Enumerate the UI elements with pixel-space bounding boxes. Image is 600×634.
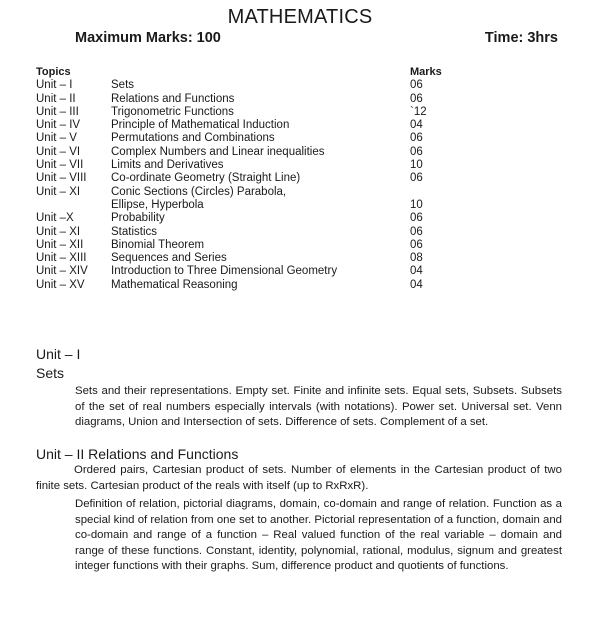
table-row (36, 186, 576, 199)
unit1-heading: Unit – I (36, 346, 81, 362)
marks-cell: 04 (410, 119, 423, 132)
table-row (36, 279, 576, 292)
marks-cell: 06 (410, 79, 423, 92)
unit2-heading: Unit – II Relations and Functions (36, 446, 239, 462)
topic-cell: Mathematical Reasoning (111, 278, 238, 291)
unit-cell: Unit – XIII (36, 252, 87, 265)
unit1-description: Sets and their representations. Empty set. Finite and infinite sets. Equal sets, Subsets. Subsets of the set of real numbers especially intervals (with notations). Power set. Universal set. Venn diagrams, Union and Intersection of sets. Difference of sets. Complement of a set. (75, 385, 562, 429)
marks-cell: 08 (410, 252, 423, 265)
table-row (36, 239, 576, 252)
topic-cell: Sets (111, 79, 135, 92)
marks-cell: 04 (410, 278, 423, 291)
marks-cell: 06 (410, 212, 423, 225)
topic-cell: Binomial Theorem (111, 238, 205, 251)
topic-cell: Probability (111, 212, 165, 225)
marks-cell: 06 (410, 172, 423, 185)
marks-cell: 10 (410, 198, 423, 211)
unit-cell: Unit – XI (36, 225, 81, 238)
maximum-marks: Maximum Marks: 100 (75, 30, 221, 46)
unit1-subheading: Sets (36, 365, 65, 381)
marks-cell: 06 (410, 132, 423, 145)
unit-cell: Unit – VIII (36, 172, 87, 185)
unit2-description-2: Definition of relation, pictorial diagrams, domain, co-domain and range of relation. Function as a special kind of relation from one set to another. Pictorial representation of a function, domain and co-domain and range of a function – Real valued function of the real variable – domain and range of these functions. Constant, identity, polynomial, rational, modulus, signum and greatest integer functions with their graphs. Sum, difference product and quotients of functions. (75, 498, 562, 573)
unit-cell: Unit – III (36, 105, 79, 118)
topic-cell: Relations and Functions (111, 92, 235, 105)
table-row (36, 159, 576, 172)
topic-cell: Conic Sections (Circles) Parabola, (111, 185, 287, 198)
marks-cell: `12 (410, 105, 427, 118)
table-row (36, 132, 576, 145)
topic-cell: Statistics (111, 225, 158, 238)
topics-table (36, 66, 576, 292)
unit-cell: Unit – VII (36, 159, 84, 172)
unit-cell: Unit – II (36, 92, 76, 105)
marks-cell: 06 (410, 238, 423, 251)
unit-cell: Unit –X (36, 212, 74, 225)
topics-header-row (36, 66, 576, 79)
topics-column-header: Topics (36, 66, 71, 78)
unit2-description-1: Ordered pairs, Cartesian product of sets. Number of elements in the Cartesian product of two finite sets. Cartesian product of the reals with itself (up to RxRxR). (36, 464, 562, 492)
topic-cell: Introduction to Three Dimensional Geometry (111, 265, 338, 278)
topic-cell: Principle of Mathematical Induction (111, 119, 290, 132)
topic-cell: Permutations and Combinations (111, 132, 275, 145)
table-row (36, 106, 576, 119)
topic-cell: Co-ordinate Geometry (Straight Line) (111, 172, 301, 185)
table-row (36, 265, 576, 278)
table-row (36, 93, 576, 106)
page-title: MATHEMATICS (227, 6, 373, 28)
table-row (36, 199, 576, 212)
table-row (36, 172, 576, 185)
topic-cell: Ellipse, Hyperbola (111, 198, 204, 211)
unit-cell: Unit – IV (36, 119, 81, 132)
marks-cell: 06 (410, 92, 423, 105)
table-row (36, 119, 576, 132)
table-row (36, 146, 576, 159)
marks-cell: 04 (410, 265, 423, 278)
marks-column-header: Marks (410, 66, 442, 78)
marks-cell: 10 (410, 159, 423, 172)
topic-cell: Complex Numbers and Linear inequalities (111, 145, 325, 158)
unit-cell: Unit – I (36, 79, 73, 92)
unit-cell: Unit – VI (36, 145, 81, 158)
unit-cell: Unit – XII (36, 238, 84, 251)
exam-time: Time: 3hrs (484, 30, 558, 46)
unit-cell: Unit – XV (36, 278, 85, 291)
table-row (36, 226, 576, 239)
unit-cell: Unit – XIV (36, 265, 88, 278)
topic-cell: Limits and Derivatives (111, 159, 224, 172)
table-row (36, 212, 576, 225)
topic-cell: Sequences and Series (111, 252, 227, 265)
unit-cell: Unit – V (36, 132, 77, 145)
unit-cell: Unit – XI (36, 185, 81, 198)
table-row (36, 79, 576, 92)
marks-cell: 06 (410, 225, 423, 238)
marks-cell: 06 (410, 145, 423, 158)
table-row (36, 252, 576, 265)
topic-cell: Trigonometric Functions (111, 105, 234, 118)
